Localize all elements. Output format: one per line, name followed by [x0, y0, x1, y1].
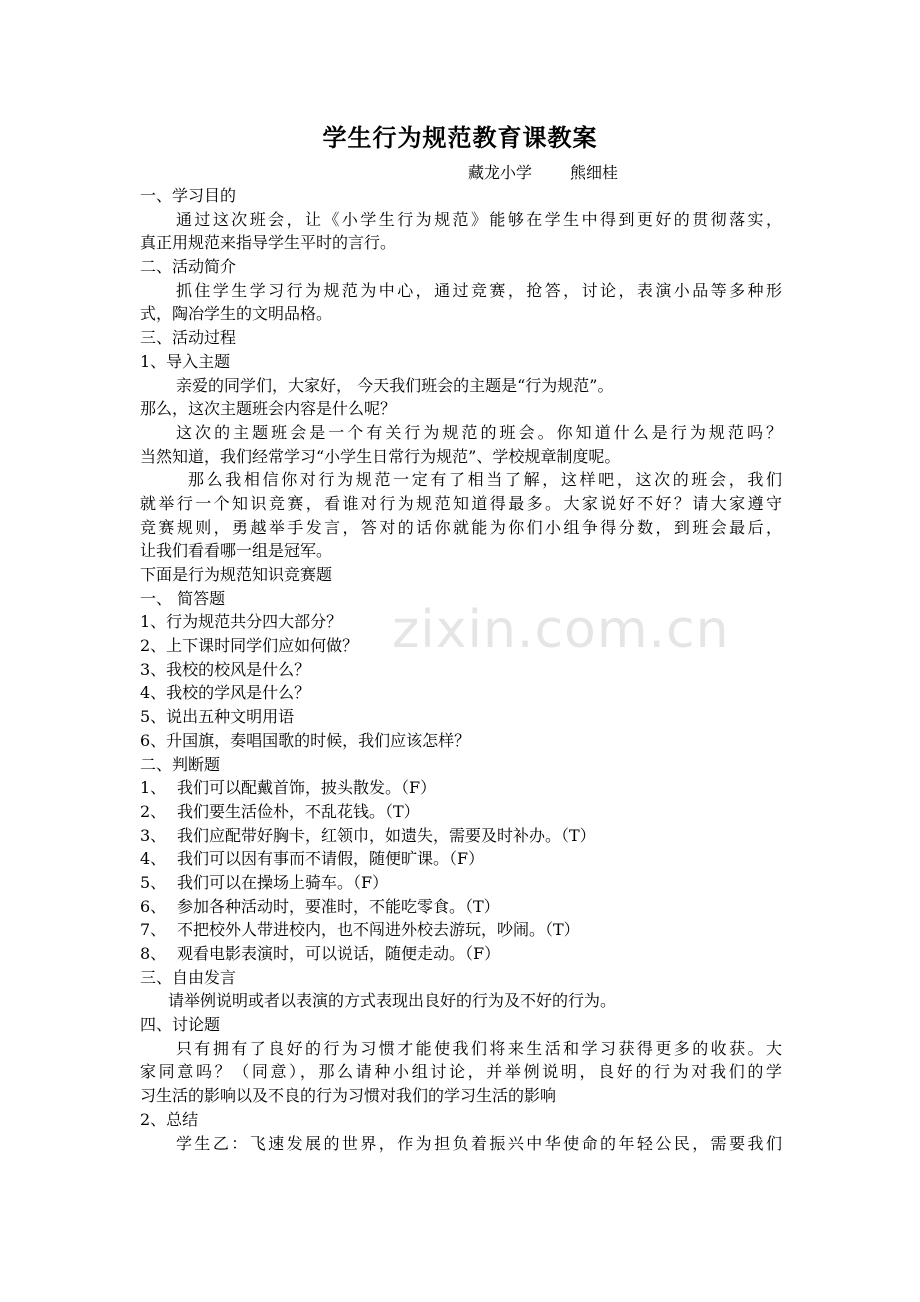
judgment-number: 7、 [140, 920, 167, 940]
byline [468, 160, 618, 183]
document-body [140, 184, 782, 1155]
document-title: 学生行为规范教育课教案 [322, 123, 598, 152]
judgment-item [140, 776, 782, 800]
question-item: 2、上下课时同学们应如何做？ [140, 636, 359, 656]
question-item: 3、我校的校风是什么？ [140, 659, 311, 679]
judgment-number: 1、 [140, 778, 167, 798]
paragraph-line: 请举例说明或者以表演的方式表现出良好的行为及不好的行为。 [168, 991, 617, 1011]
judgment-item [140, 800, 782, 824]
subheading-short-answer: 一、 简答题 [140, 588, 226, 608]
watermark: zixin.com.cn [392, 600, 730, 660]
judgment-text: 不把校外人带进校内，也不闯进外校去游玩，吵闹。（T） [177, 920, 580, 940]
judgment-item [140, 847, 782, 871]
paragraph-line: 亲爱的同学们，大家好， 今天我们班会的主题是“行为规范”。 [176, 375, 614, 395]
school-name: 藏龙小学 [468, 163, 533, 182]
question-item: 4、我校的学风是什么？ [140, 683, 311, 703]
paragraph-line: 习生活的影响以及不良的行为习惯对我们的学习生活的影响 [140, 1086, 557, 1106]
paragraph-line: 抓住学生学习行为规范为中心，通过竞赛，抢答，讨论，表演小品等多种形 [176, 280, 782, 300]
judgment-item [140, 942, 782, 966]
paragraph-line: 通过这次班会，让《小学生行为规范》能够在学生中得到更好的贯彻落实， [176, 209, 782, 229]
section-heading-process: 三、活动过程 [140, 328, 237, 348]
judgment-number: 6、 [140, 896, 167, 916]
judgment-number: 3、 [140, 825, 167, 845]
paragraph-line: 就举行一个知识竞赛，看谁对行为规范知道得最多。大家说好不好？请大家遵守 [140, 493, 782, 513]
judgment-text: 我们可以配戴首饰，披头散发。（F） [177, 778, 437, 798]
judgment-number: 4、 [140, 849, 167, 869]
judgment-item [140, 918, 782, 942]
paragraph-line: 真正用规范来指导学生平时的言行。 [140, 233, 397, 253]
subheading-true-false: 二、判断题 [140, 754, 221, 774]
paragraph-line: 那么我相信你对行为规范一定有了相当了解，这样吧，这次的班会，我们 [188, 470, 782, 490]
paragraph-line: 当然知道，我们经常学习“小学生日常行为规范”、学校规章制度呢。 [140, 446, 621, 466]
subheading-topic: 1、导入主题 [140, 351, 231, 371]
section-heading-intro: 二、活动简介 [140, 257, 237, 277]
paragraph-line: 只有拥有了良好的行为习惯才能使我们将来生活和学习获得更多的收获。大 [176, 1038, 782, 1058]
judgment-text: 我们要生活俭朴，不乱花钱。（T） [177, 801, 420, 821]
judgment-text: 我们可以在操场上骑车。（F） [177, 872, 389, 892]
section-heading-goal: 一、学习目的 [140, 186, 237, 205]
judgment-item [140, 871, 782, 895]
paragraph-line: 家同意吗？（同意），那么请种小组讨论，并举例说明，良好的行为对我们的学 [140, 1062, 782, 1082]
subheading-discussion: 四、讨论题 [140, 1015, 221, 1035]
subheading-free-speech: 三、自由发言 [140, 967, 237, 987]
author-name: 熊细桂 [570, 163, 619, 182]
judgment-text: 观看电影表演时，可以说话，随便走动。（F） [177, 944, 501, 963]
paragraph-line: 竞赛规则，勇越举手发言，答对的话你就能为你们小组争得分数，到班会最后， [140, 517, 782, 537]
question-item: 6、升国旗，奏唱国歌的时候，我们应该怎样？ [140, 730, 471, 750]
paragraph-line: 那么，这次主题班会内容是什么呢？ [140, 399, 397, 419]
judgment-text: 参加各种活动时，要准时，不能吃零食。（T） [177, 896, 500, 916]
judgment-item [140, 824, 782, 848]
judgment-number: 8、 [140, 944, 167, 963]
judgment-text: 我们可以因有事而不请假，随便旷课。（F） [177, 849, 485, 869]
judgment-item [140, 895, 782, 919]
paragraph-line: 式，陶冶学生的文明品格。 [140, 304, 333, 324]
question-item: 1、行为规范共分四大部分？ [140, 612, 343, 632]
judgment-number: 5、 [140, 872, 167, 892]
subheading-summary: 2、总结 [140, 1109, 199, 1129]
paragraph-line: 学生乙：飞速发展的世界，作为担负着振兴中华使命的年轻公民，需要我们 [176, 1133, 782, 1153]
paragraph-line: 下面是行为规范知识竞赛题 [140, 565, 333, 584]
paragraph-line: 让我们看看哪一组是冠军。 [140, 541, 333, 561]
judgment-number: 2、 [140, 801, 167, 821]
question-item: 5、说出五种文明用语 [140, 707, 295, 727]
paragraph-line: 这次的主题班会是一个有关行为规范的班会。你知道什么是行为规范吗？ [176, 422, 782, 442]
judgment-text: 我们应配带好胸卡，红领巾，如遗失，需要及时补办。（T） [177, 825, 596, 845]
